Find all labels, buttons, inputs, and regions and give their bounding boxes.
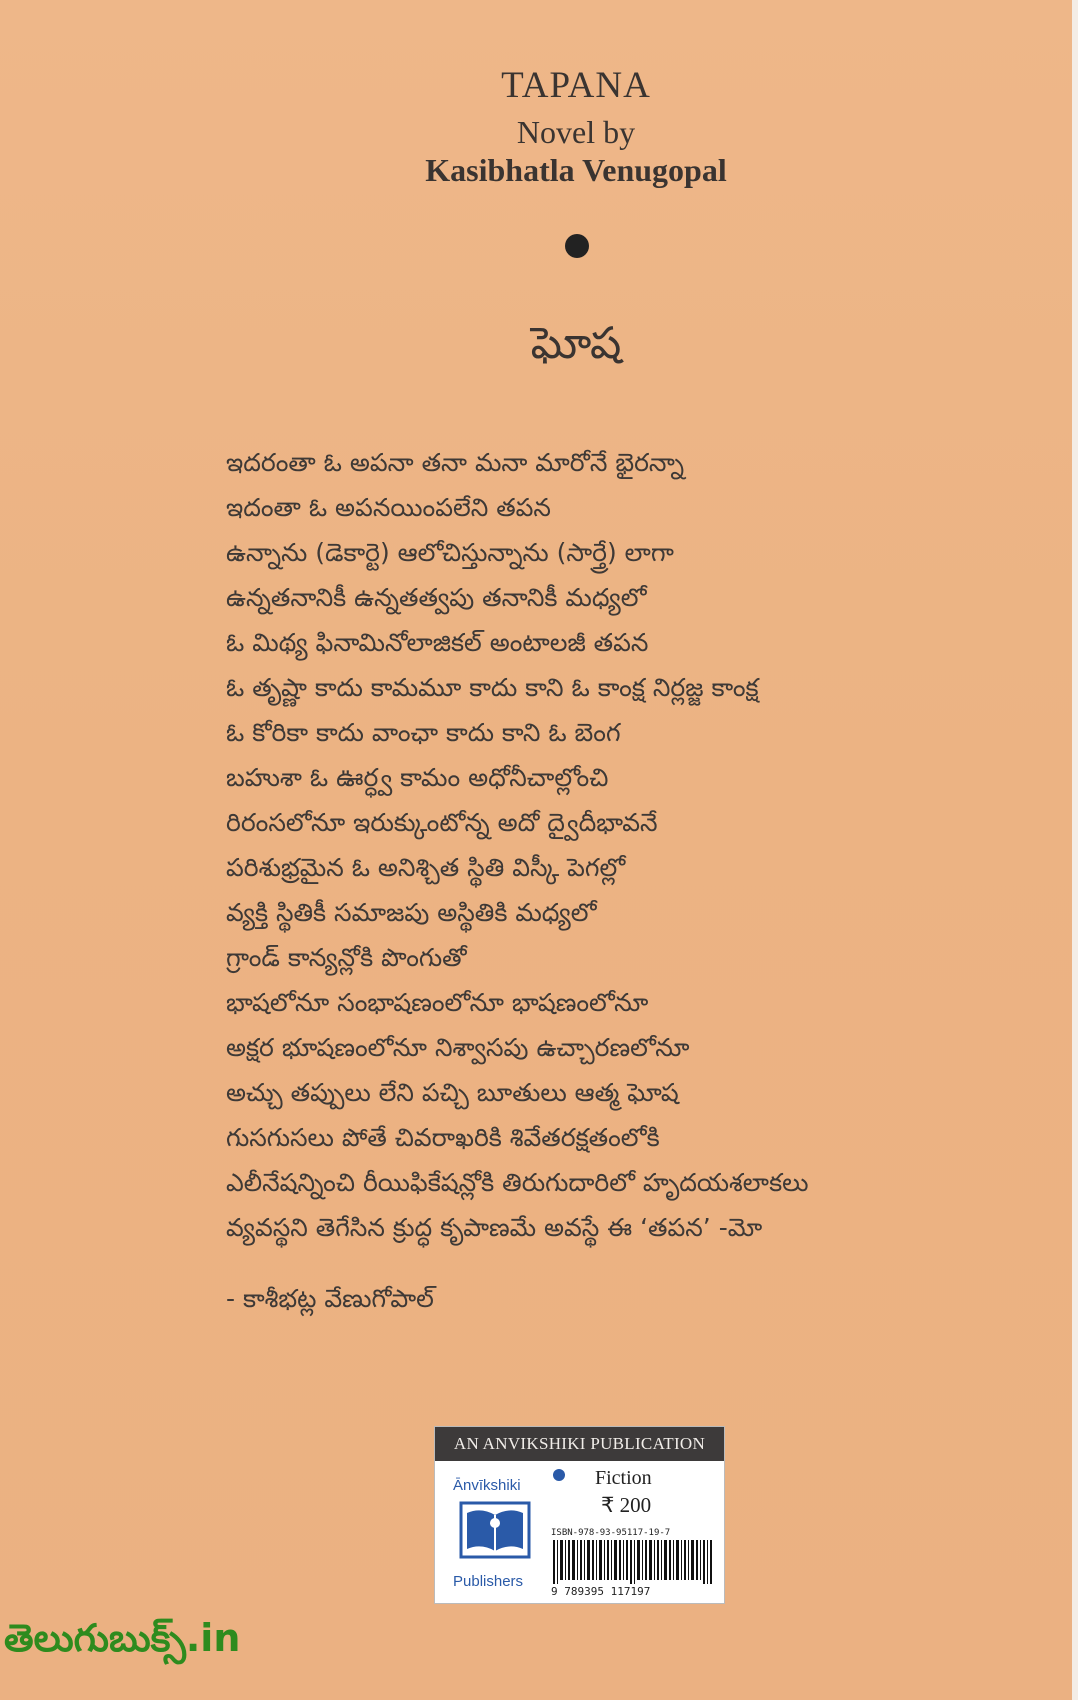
poem-line: అచ్చు తప్పులు లేని పచ్చి బూతులు ఆత్మ ఘోష — [226, 1078, 679, 1107]
barcode-icon — [551, 1540, 713, 1584]
publisher-logo-caption: Publishers — [453, 1573, 524, 1590]
poem-line: ఉన్నతనానికీ ఉన్నతత్వపు తనానికీ మధ్యలో — [226, 583, 647, 612]
poem-line: వ్యక్తి స్థితికీ సమాజపు అస్థితికి మధ్యలో — [226, 898, 597, 927]
publisher-logo-name: Ānvīkshiki — [453, 1477, 521, 1494]
cover-edge — [1072, 0, 1078, 1700]
publisher-imprint-box — [434, 1426, 725, 1604]
isbn-text: ISBN-978-93-95117-19-7 — [551, 1528, 671, 1538]
logo-badge-icon — [553, 1469, 565, 1481]
poem-line: ఎలీనేషన్నించి రీయిఫికేషన్లోకి తిరుగుదారిలో హృదయశలాకలు — [226, 1168, 809, 1197]
barcode-number: 9 789395 117197 — [551, 1585, 651, 1598]
book-genre: Fiction — [595, 1467, 652, 1489]
book-title: TAPANA — [501, 65, 651, 106]
poem-line: ఇదరంతా ఓ అపనా తనా మనా మారోనే భైరన్నా — [226, 448, 685, 477]
book-author: Kasibhatla Venugopal — [425, 152, 727, 188]
book-subtitle: Novel by — [516, 114, 636, 150]
poem-line: ఓ తృష్ణా కాదు కామమూ కాదు కాని ఓ కాంక్ష నిర్లజ్జ కాంక్ష — [226, 673, 759, 702]
poem-line: భాషలోనూ సంభాషణంలోనూ భాషణంలోనూ — [226, 988, 649, 1017]
poem-line: గుసగుసలు పోతే చివరాఖరికి శివేతరక్షతంలోకి — [226, 1123, 660, 1152]
author-signature: - కాశీభట్ల వేణుగోపాల్ — [226, 1284, 434, 1313]
poem-line: పరిశుభ్రమైన ఓ అనిశ్చిత స్థితి విస్కీ పెగల్లో — [226, 853, 626, 882]
poem-line: ఉన్నాను (డెకార్టె) ఆలోచిస్తున్నాను (సార్త్రే) లాగా — [226, 538, 674, 567]
separator-dot — [565, 234, 589, 258]
book-price: ₹ 200 — [601, 1493, 652, 1517]
poem-line: ఓ కోరికా కాదు వాంఛా కాదు కాని ఓ బెంగ — [226, 718, 621, 747]
poem-line: అక్షర భూషణంలోనూ నిశ్వాసపు ఉచ్చారణలోనూ — [226, 1033, 690, 1062]
site-watermark: తెలుగుబుక్స్.in — [4, 1616, 241, 1660]
poem-text — [226, 440, 926, 1250]
poem-line: ఓ మిథ్య ఫినామినోలాజికల్ అంటాలజీ తపన — [226, 628, 649, 657]
imprint-header: AN ANVIKSHIKI PUBLICATION — [435, 1427, 724, 1461]
poem-line: బహుశా ఓ ఊర్ధ్వ కామం అధోనీచాల్లోంచి — [226, 763, 609, 792]
poem-line: వ్యవస్థని తెగేసిన క్రుద్ధ కృపాణమే అవస్థే ఈ ‘తపన’ -మో — [226, 1213, 763, 1242]
poem-line: ఇదంతా ఓ అపనయింపలేని తపన — [226, 493, 551, 522]
poem-line: రిరంసలోనూ ఇరుక్కుంటోన్న అదో ద్వైదీభావనే — [226, 808, 658, 837]
section-heading: ఘోష — [530, 318, 622, 369]
open-book-logo-icon — [459, 1501, 531, 1559]
poem-line: గ్రాండ్ కాన్యన్లోకి పొంగుతో — [226, 943, 467, 972]
